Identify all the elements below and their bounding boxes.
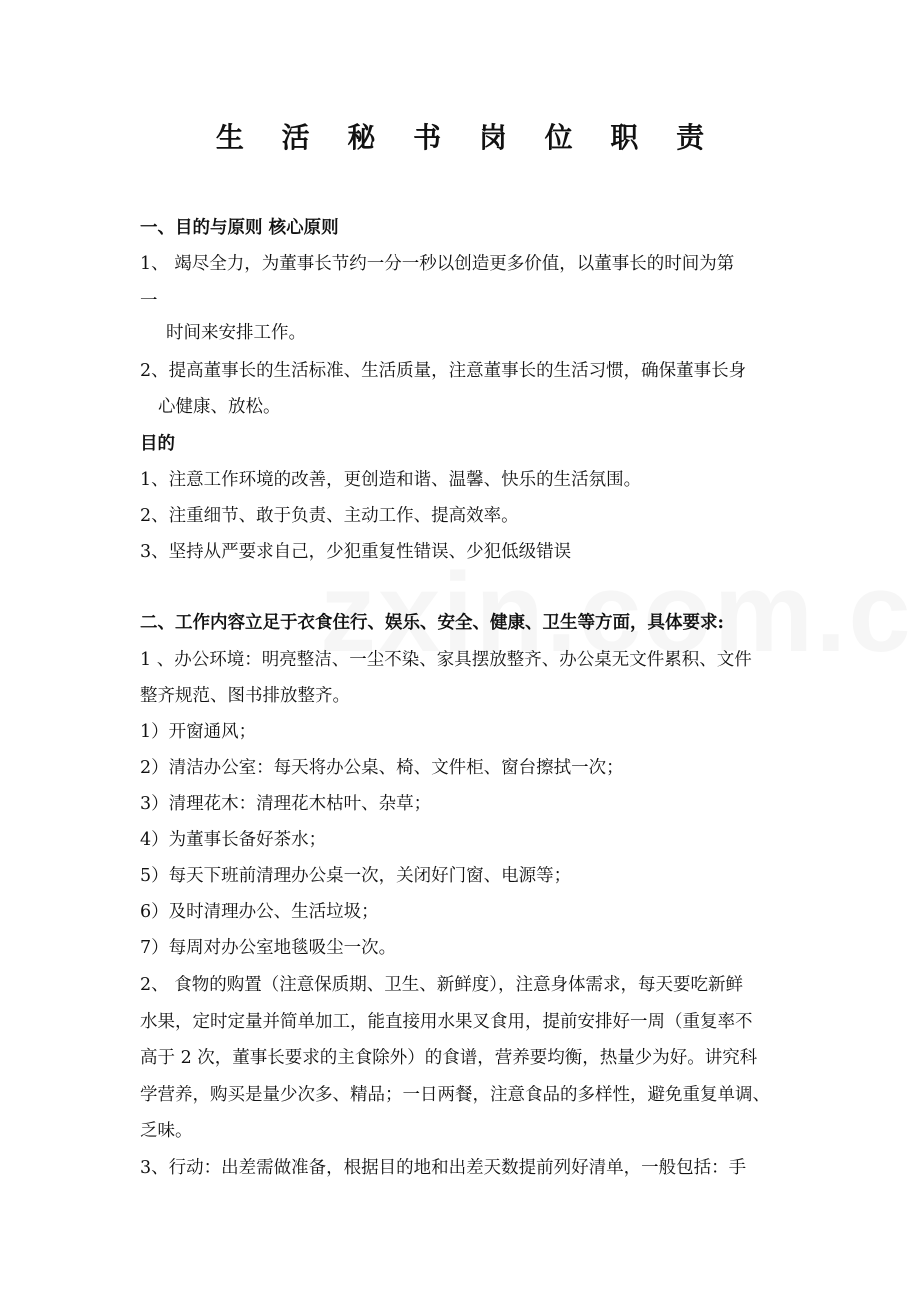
text-line: 一 (140, 291, 158, 311)
text-line: 3、坚持从严要求自己，少犯重复性错误、少犯低级错误 (140, 542, 572, 562)
text-line: 心健康、放松。 (158, 397, 281, 417)
subheading-purpose: 目的 (140, 434, 175, 454)
text-line: 2、注重细节、敢于负责、主动工作、提高效率。 (140, 506, 519, 526)
text-line: 学营养，购买是量少次多、精品；一日两餐，注意食品的多样性，避免重复单调、 (140, 1085, 770, 1105)
list-item: 2）清洁办公室：每天将办公桌、椅、文件柜、窗台擦拭一次； (140, 758, 624, 778)
text-line: 2、提高董事长的生活标准、生活质量，注意董事长的生活习惯，确保董事长身 (140, 361, 747, 381)
section-heading-2: 二、工作内容立足于衣食住行、娱乐、安全、健康、卫生等方面，具体要求: (140, 613, 724, 633)
text-line: 整齐规范、图书排放整齐。 (140, 686, 350, 706)
list-item: 3）清理花木：清理花木枯叶、杂草； (140, 794, 432, 814)
document-title: 生 活 秘 书 岗 位 职 责 (215, 121, 719, 154)
list-item: 5）每天下班前清理办公桌一次，关闭好门窗、电源等； (140, 866, 572, 886)
text-line: 2、 食物的购置（注意保质期、卫生、新鲜度），注意身体需求，每天要吃新鲜 (140, 975, 743, 995)
text-line: 水果，定时定量并简单加工，能直接用水果叉食用，提前安排好一周（重复率不 (140, 1012, 753, 1032)
text-line: 3、行动：出差需做准备，根据目的地和出差天数提前列好清单，一般包括：手 (140, 1158, 747, 1178)
text-line: 1、注意工作环境的改善，更创造和谐、温馨、快乐的生活氛围。 (140, 470, 642, 490)
list-item: 1）开窗通风； (140, 722, 257, 742)
text-line: 高于 2 次，董事长要求的主食除外）的食谱，营养要均衡，热量少为好。讲究科 (140, 1048, 758, 1068)
section-heading-1: 一、目的与原则 核心原则 (140, 218, 339, 238)
list-item: 7）每周对办公室地毯吸尘一次。 (140, 938, 397, 958)
text-line: 1、 竭尽全力，为董事长节约一分一秒以创造更多价值，以董事长的时间为第 (140, 254, 735, 274)
list-item: 6）及时清理办公、生活垃圾； (140, 902, 379, 922)
text-line: 时间来安排工作。 (166, 323, 306, 343)
text-line: 1 、办公环境：明亮整洁、一尘不染、家具摆放整齐、办公桌无文件累积、文件 (140, 650, 752, 670)
text-line: 乏味。 (140, 1121, 193, 1141)
list-item: 4）为董事长备好茶水； (140, 830, 327, 850)
